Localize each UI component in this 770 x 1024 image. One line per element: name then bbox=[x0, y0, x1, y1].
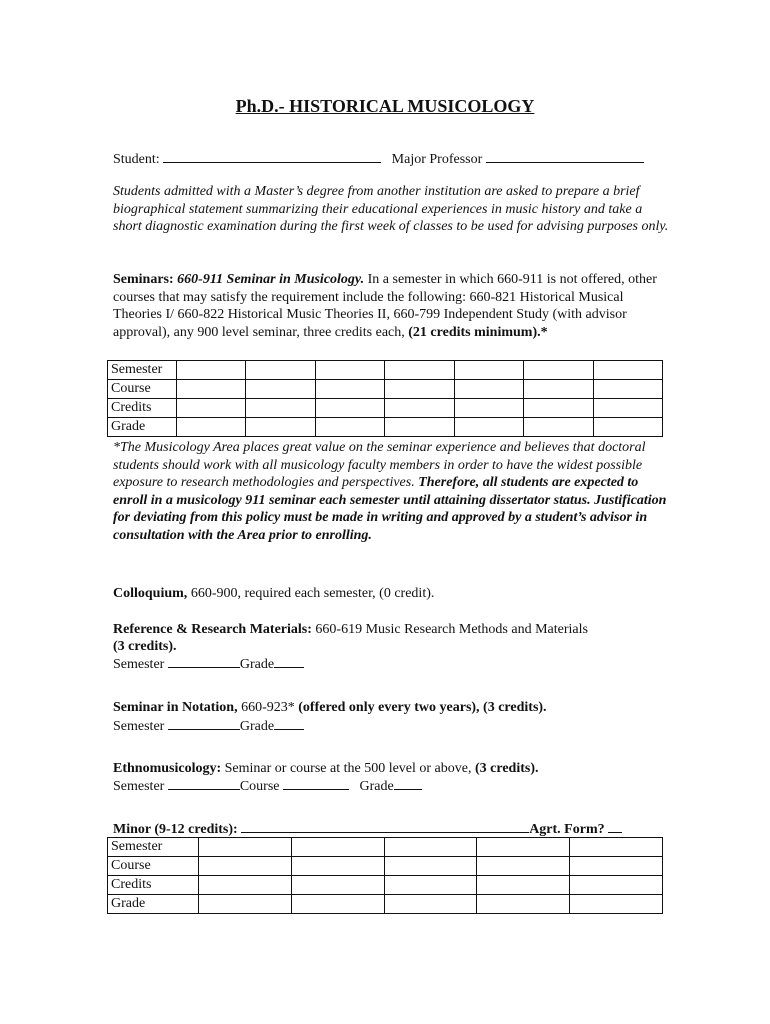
grid-cell[interactable] bbox=[454, 418, 523, 437]
agreement-field[interactable] bbox=[608, 820, 622, 833]
grid-cell[interactable] bbox=[199, 838, 292, 857]
grid-cell[interactable] bbox=[477, 838, 570, 857]
student-label: Student: bbox=[113, 152, 160, 167]
row-label-credits: Credits bbox=[108, 399, 177, 418]
grid-cell[interactable] bbox=[454, 380, 523, 399]
minor-field[interactable] bbox=[241, 820, 529, 833]
reference-credits: (3 credits). bbox=[113, 639, 177, 654]
grade-label: Grade bbox=[239, 719, 275, 734]
grid-cell[interactable] bbox=[315, 418, 384, 437]
row-label-credits: Credits bbox=[108, 876, 199, 895]
grid-cell[interactable] bbox=[477, 895, 570, 914]
grade-label: Grade bbox=[239, 657, 275, 672]
grid-cell[interactable] bbox=[385, 361, 454, 380]
course-label: Course bbox=[239, 779, 280, 794]
grid-cell[interactable] bbox=[246, 399, 315, 418]
grid-cell[interactable] bbox=[454, 361, 523, 380]
table-row bbox=[108, 418, 663, 437]
grid-cell[interactable] bbox=[385, 418, 454, 437]
grid-cell[interactable] bbox=[524, 418, 593, 437]
reference-semester-grade bbox=[113, 655, 304, 674]
reference-text: 660-619 Music Research Methods and Materials bbox=[315, 622, 588, 637]
ethno-semester-course-grade bbox=[113, 777, 422, 796]
grid-cell[interactable] bbox=[384, 876, 477, 895]
colloquium-text: 660-900, required each semester, (0 credit). bbox=[190, 586, 435, 601]
seminar-grid bbox=[107, 360, 663, 437]
grade-field[interactable] bbox=[274, 717, 304, 730]
table-row bbox=[108, 857, 663, 876]
table-row bbox=[108, 399, 663, 418]
table-row bbox=[108, 838, 663, 857]
table-row bbox=[108, 895, 663, 914]
course-field[interactable] bbox=[283, 777, 349, 790]
grid-cell[interactable] bbox=[246, 361, 315, 380]
colloquium-label: Colloquium, bbox=[113, 586, 188, 601]
seminars-credits: (21 credits minimum).* bbox=[408, 324, 548, 340]
row-label-grade: Grade bbox=[108, 895, 199, 914]
notation-offered: (offered only every two years), (3 credits). bbox=[298, 700, 547, 715]
semester-label: Semester bbox=[113, 719, 165, 734]
grid-cell[interactable] bbox=[384, 857, 477, 876]
row-label-grade: Grade bbox=[108, 418, 177, 437]
grid-cell[interactable] bbox=[593, 361, 662, 380]
row-label-semester: Semester bbox=[108, 838, 199, 857]
semester-label: Semester bbox=[113, 657, 165, 672]
grid-cell[interactable] bbox=[291, 857, 384, 876]
semester-field[interactable] bbox=[168, 717, 240, 730]
policy-paragraph bbox=[113, 439, 673, 544]
ethno-line bbox=[113, 760, 538, 778]
grid-cell[interactable] bbox=[570, 838, 663, 857]
grid-cell[interactable] bbox=[315, 361, 384, 380]
student-line bbox=[113, 150, 644, 169]
grid-cell[interactable] bbox=[570, 876, 663, 895]
row-label-semester: Semester bbox=[108, 361, 177, 380]
ethno-text: Seminar or course at the 500 level or above, bbox=[224, 761, 472, 776]
notation-semester-grade bbox=[113, 717, 304, 736]
grade-field[interactable] bbox=[274, 655, 304, 668]
grid-cell[interactable] bbox=[524, 380, 593, 399]
seminars-paragraph bbox=[113, 271, 673, 341]
grade-label: Grade bbox=[359, 779, 394, 794]
seminars-label: Seminars: bbox=[113, 272, 174, 287]
minor-header bbox=[113, 820, 663, 838]
grid-cell[interactable] bbox=[454, 399, 523, 418]
minor-label: Minor (9-12 credits): bbox=[113, 822, 238, 837]
major-professor-field[interactable] bbox=[486, 150, 644, 163]
notation-line bbox=[113, 699, 547, 717]
grid-cell[interactable] bbox=[315, 399, 384, 418]
grid-cell[interactable] bbox=[246, 418, 315, 437]
grid-cell[interactable] bbox=[291, 895, 384, 914]
seminars-course: 660-911 Seminar in Musicology. bbox=[177, 272, 365, 287]
intro-paragraph: Students admitted with a Master’s degree from another institution are asked to prepare a brief biographical statement summarizing their educational experiences in music history and take a short diagnostic examination during the first week of classes to be used for advising purposes only. bbox=[113, 184, 669, 234]
seminars-text: In a semester in which 660-911 is not offered, other courses that may satisfy the requirement include the following: 660-821 Historical Musical Theories I/ 660-822 Historical Music Theories II, 660-799 Independent Study (with advisor approval), any 900 level seminar, three credits each, bbox=[113, 272, 657, 340]
grid-cell[interactable] bbox=[199, 857, 292, 876]
grid-cell[interactable] bbox=[524, 361, 593, 380]
grid-cell[interactable] bbox=[570, 895, 663, 914]
grid-cell[interactable] bbox=[385, 380, 454, 399]
table-row bbox=[108, 380, 663, 399]
notation-label: Seminar in Notation, bbox=[113, 700, 238, 715]
grid-cell[interactable] bbox=[384, 895, 477, 914]
grid-cell[interactable] bbox=[291, 838, 384, 857]
grid-cell[interactable] bbox=[384, 838, 477, 857]
page-title: Ph.D.- HISTORICAL MUSICOLOGY bbox=[235, 96, 535, 116]
grid-cell[interactable] bbox=[177, 361, 246, 380]
grid-cell[interactable] bbox=[570, 857, 663, 876]
grid-cell[interactable] bbox=[477, 876, 570, 895]
grade-field[interactable] bbox=[394, 777, 422, 790]
reference-label: Reference & Research Materials: bbox=[113, 622, 312, 637]
agreement-label: Agrt. Form? bbox=[529, 822, 605, 837]
grid-cell[interactable] bbox=[177, 380, 246, 399]
policy-emphasis: Therefore, all students are expected to enroll in a musicology 911 seminar each semester until attaining dissertator status. Justification for deviating from this policy must be made in writing and approved by a student’s advisor in consultation with the Area prior to enrolling. bbox=[113, 475, 667, 543]
grid-cell[interactable] bbox=[524, 399, 593, 418]
row-label-course: Course bbox=[108, 857, 199, 876]
grid-cell[interactable] bbox=[177, 399, 246, 418]
row-label-course: Course bbox=[108, 380, 177, 399]
grid-cell[interactable] bbox=[177, 418, 246, 437]
table-row bbox=[108, 361, 663, 380]
semester-field[interactable] bbox=[168, 777, 240, 790]
table-row bbox=[108, 876, 663, 895]
grid-cell[interactable] bbox=[246, 380, 315, 399]
semester-label: Semester bbox=[113, 779, 165, 794]
grid-cell[interactable] bbox=[593, 418, 662, 437]
student-name-field[interactable] bbox=[163, 150, 381, 163]
semester-field[interactable] bbox=[168, 655, 240, 668]
policy-text: *The Musicology Area places great value on the seminar experience and believes that doctoral students should work with all musicology faculty members in order to have the widest possible exposure to research methodologies and perspectives. bbox=[113, 440, 646, 490]
grid-cell[interactable] bbox=[315, 380, 384, 399]
notation-number: 660-923* bbox=[241, 700, 295, 715]
grid-cell[interactable] bbox=[477, 857, 570, 876]
grid-cell[interactable] bbox=[199, 876, 292, 895]
major-professor-label: Major Professor bbox=[391, 152, 483, 167]
reference-line bbox=[113, 621, 588, 639]
grid-cell[interactable] bbox=[593, 380, 662, 399]
grid-cell[interactable] bbox=[291, 876, 384, 895]
grid-cell[interactable] bbox=[385, 399, 454, 418]
colloquium-line bbox=[113, 585, 434, 603]
minor-grid bbox=[107, 837, 663, 914]
ethno-label: Ethnomusicology: bbox=[113, 761, 222, 776]
ethno-credits: (3 credits). bbox=[474, 761, 539, 776]
grid-cell[interactable] bbox=[199, 895, 292, 914]
grid-cell[interactable] bbox=[593, 399, 662, 418]
